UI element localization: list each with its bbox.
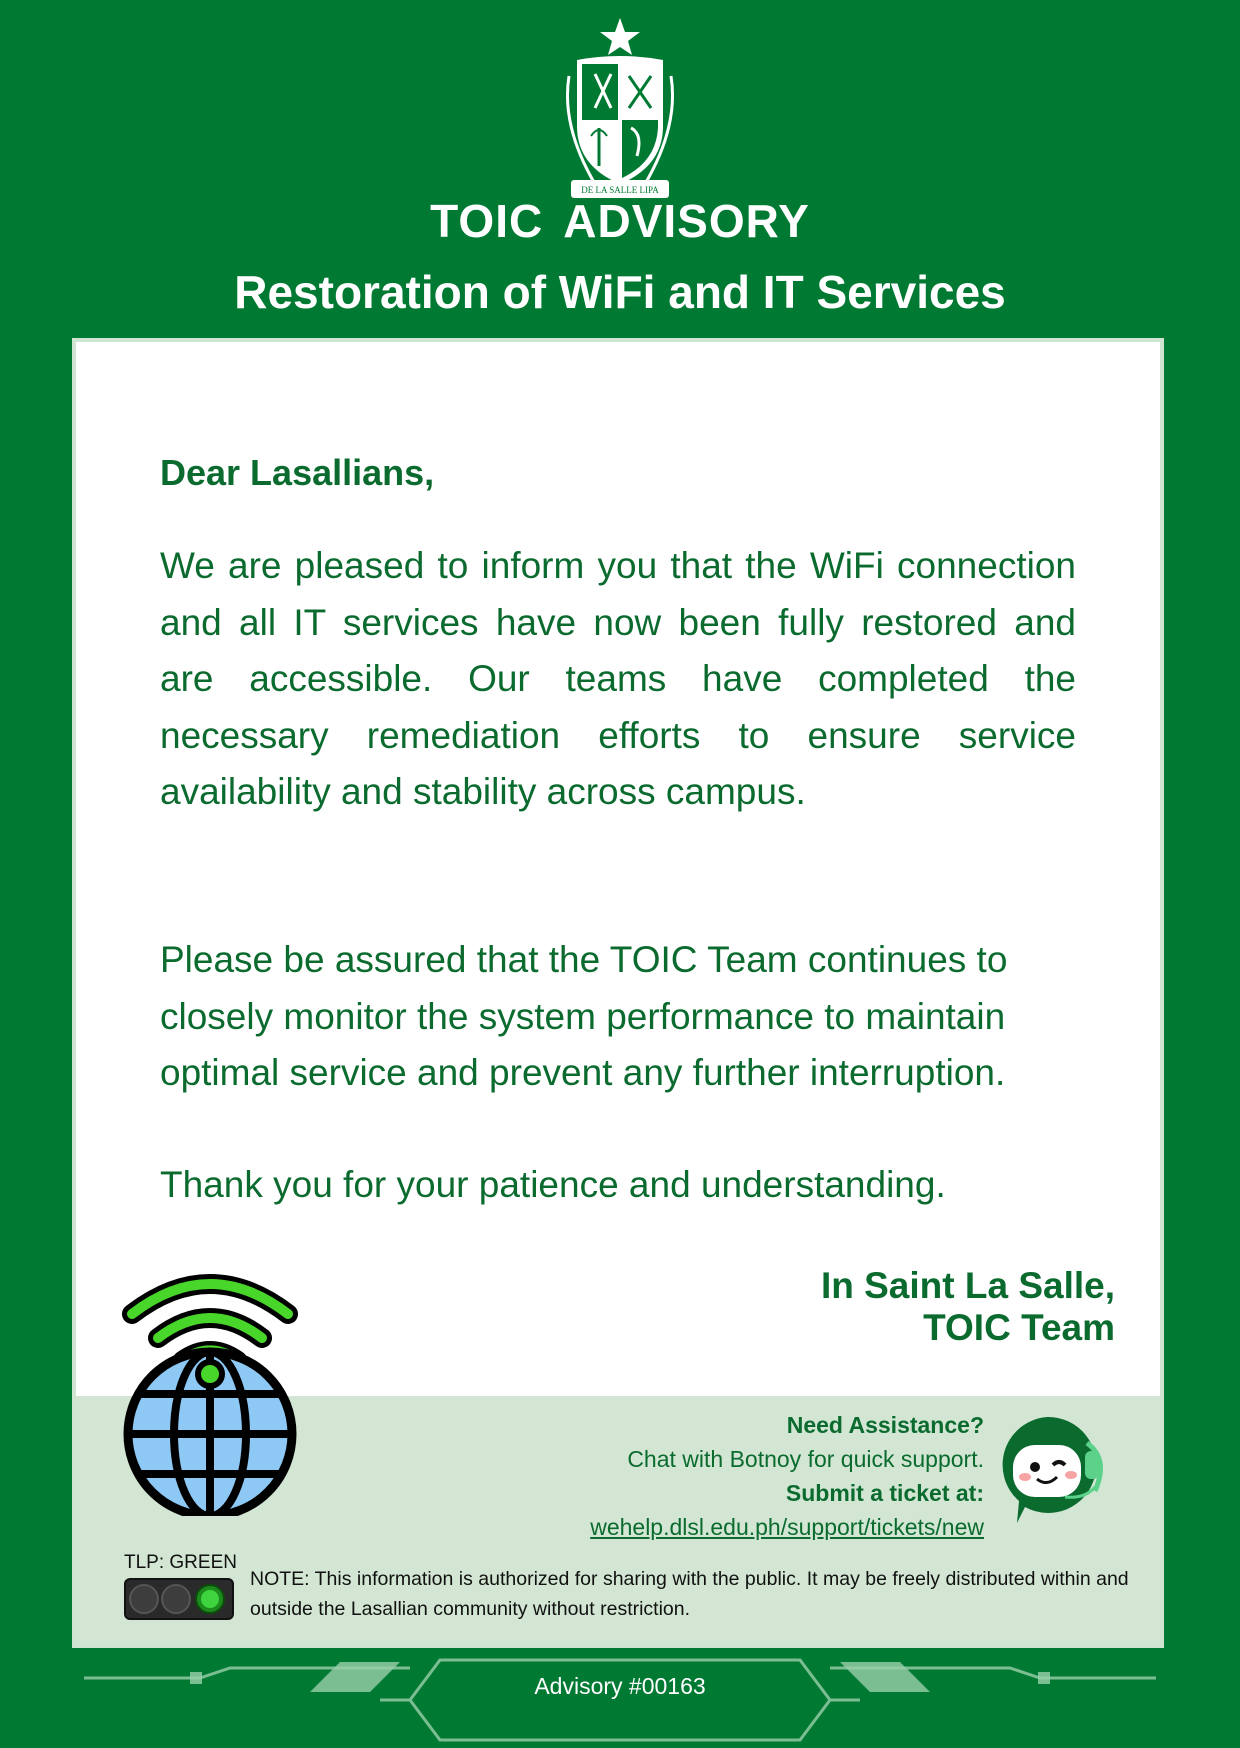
svg-text:DE LA SALLE LIPA: DE LA SALLE LIPA [581,185,659,195]
assistance-heading: Need Assistance? [786,1412,984,1438]
ticket-link[interactable]: wehelp.dlsl.edu.ph/support/tickets/new [590,1514,984,1540]
botnoy-chatbot-icon[interactable] [995,1415,1115,1525]
letter-paragraph-2: Please be assured that the TOIC Team continues to closely monitor the system performance to maintain optimal service and prevent any further interruption. [160,939,1008,1093]
letter-paragraph-3: Thank you for your patience and understanding. [160,1164,946,1205]
advisory-subtitle: Restoration of WiFi and IT Services [234,266,1006,318]
circuit-decoration [0,1652,1240,1748]
traffic-light-icon [124,1578,234,1620]
assistance-chat-text: Chat with Botnoy for quick support. [627,1446,984,1472]
tlp-note: NOTE: This information is authorized for sharing with the public. It may be freely distributed within and outside the Lasallian community without restriction. [250,1568,1129,1620]
letter-signature: TOIC Team [923,1307,1115,1348]
ticket-label: Submit a ticket at: [785,1480,984,1506]
assistance-block [590,1408,984,1544]
letter-signature-block [821,1265,1115,1349]
advisory-title: TOIC ADVISORY [430,195,810,247]
de-la-salle-lipa-crest-icon [555,16,685,200]
advisory-number: Advisory #00163 [534,1673,706,1699]
tlp-label: TLP: GREEN [124,1552,237,1573]
letter-paragraph-1: We are pleased to inform you that the WiFi connection and all IT services have now been fully restored and are accessible. Our teams have completed the necessary remediation efforts to ensure service availability and stability across campus. [160,545,1076,812]
letter-closing: In Saint La Salle, [820,1265,1115,1306]
wifi-globe-icon [118,1272,302,1516]
letter-salutation: Dear Lasallians, [160,452,435,493]
